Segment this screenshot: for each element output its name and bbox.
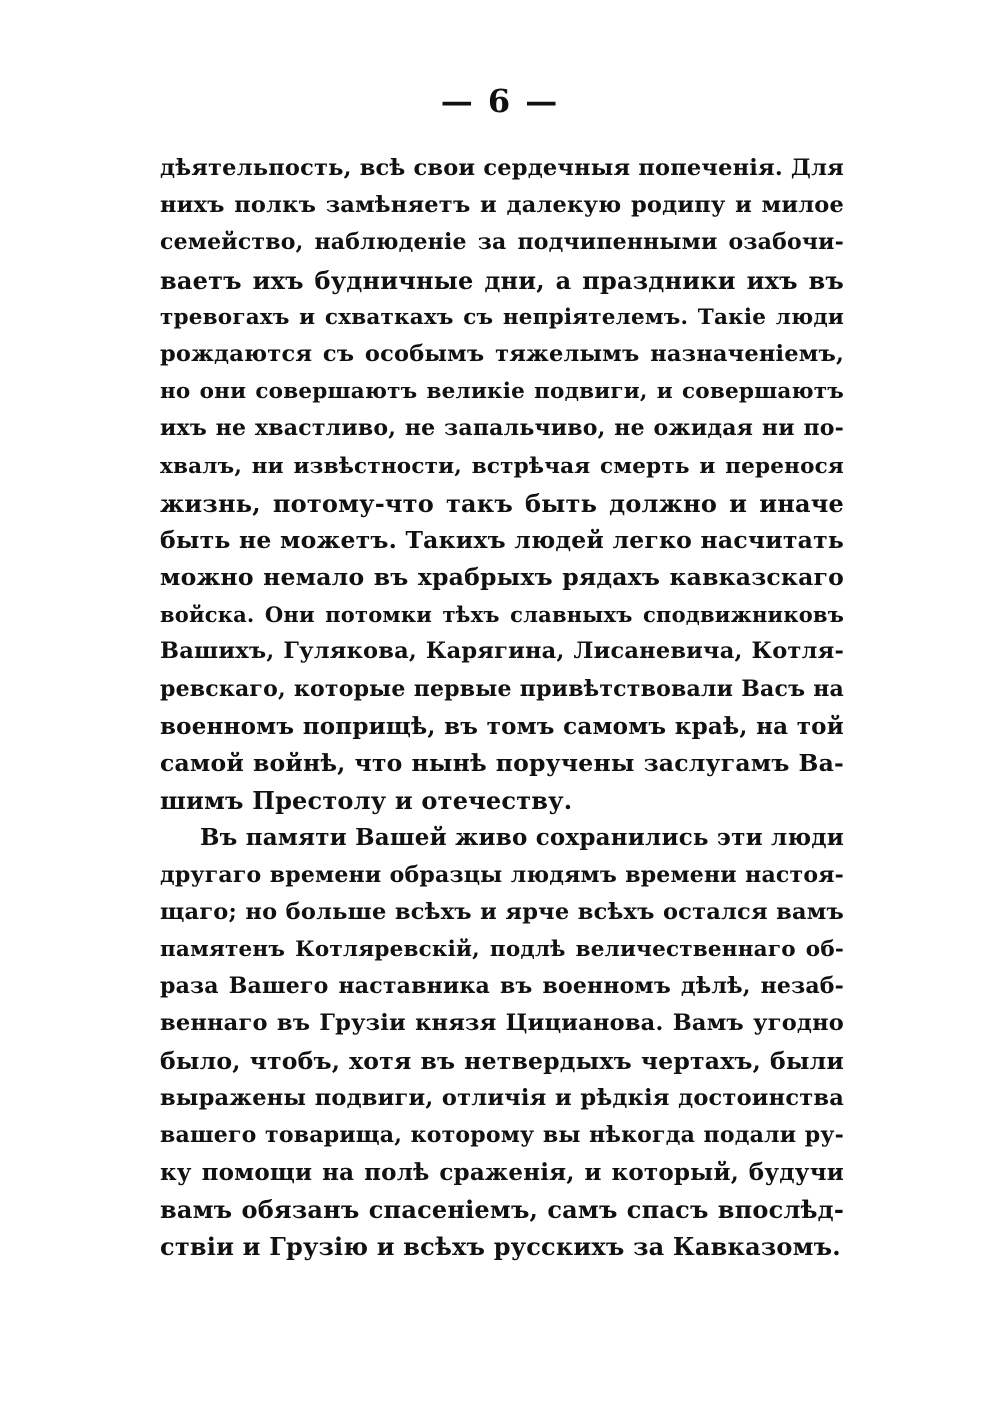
text-line: было, чтобъ, хотя въ нетвердыхъ чертахъ, были: [160, 1046, 844, 1075]
text-line: ваетъ ихъ будничные дни, а праздники ихъ въ: [160, 265, 844, 295]
paragraph-2: [160, 819, 844, 1265]
text-line: тревогахъ и схваткахъ съ непріятелемъ. Такіе люди: [160, 304, 844, 330]
text-line: щаго; но больше всѣхъ и ярче всѣхъ остался вамъ: [160, 898, 844, 925]
text-line: можно немало въ храбрыхъ рядахъ кавказскаго: [160, 563, 844, 592]
body-text: [160, 150, 844, 1266]
text-line: но они совершаютъ великіе подвиги, и совершаютъ: [160, 379, 844, 405]
text-line: самой войнѣ, что нынѣ поручены заслугамъ Ва-: [160, 749, 844, 777]
text-line: дѣятельпость, всѣ свои сердечныя попеченія. Для: [160, 155, 844, 181]
text-line: памятенъ Котляревскій, подлѣ величественнаго об-: [160, 936, 844, 962]
text-line: рождаются съ особымъ тяжелымъ назначеніемъ,: [160, 340, 844, 367]
text-line: вамъ обязанъ спасеніемъ, самъ спасъ впослѣд-: [160, 1195, 844, 1225]
text-line: быть не можетъ. Такихъ людей легко насчитать: [160, 525, 844, 554]
text-line: выражены подвиги, отличія и рѣдкія достоинства: [160, 1084, 844, 1111]
text-line: ку помощи на полѣ сраженія, и который, будучи: [160, 1159, 844, 1187]
text-line: войска. Они потомки тѣхъ славныхъ сподвижниковъ: [160, 602, 844, 628]
text-line: Вашихъ, Гулякова, Карягина, Лисаневича, Котля-: [160, 638, 844, 665]
text-line: жизнь, потому-что такъ быть должно и иначе: [160, 488, 844, 518]
paragraph-1: [160, 150, 844, 819]
text-line: Въ памяти Вашей живо сохранились эти люди: [200, 824, 845, 852]
text-line: ихъ не хвастливо, не запальчиво, не ожидая ни по-: [160, 415, 844, 442]
text-line: ствіи и Грузію и всѣхъ русскихъ за Кавказомъ.: [160, 1232, 841, 1262]
text-line: раза Вашего наставника въ военномъ дѣлѣ, незаб-: [160, 973, 844, 1000]
text-line: семейство, наблюденіе за подчипенными озабочи-: [160, 229, 844, 256]
page-number: — 6 —: [440, 82, 560, 120]
text-line: шимъ Престолу и отечеству.: [160, 786, 573, 816]
text-line: военномъ поприщѣ, въ томъ самомъ краѣ, на той: [160, 712, 844, 740]
text-line: веннаго въ Грузіи князя Цициaнова. Вамъ угодно: [160, 1010, 844, 1037]
text-line: ревскаго, которые первые привѣтствовали Васъ на: [160, 675, 844, 702]
text-line: вашего товарища, которому вы нѣкогда подали ру-: [160, 1121, 844, 1148]
text-line: другаго времени образцы людямъ времени настоя-: [160, 861, 844, 888]
text-line: нихъ полкъ замѣняетъ и далекую родипу и милое: [160, 192, 844, 219]
text-line: хвалъ, ни извѣстности, встрѣчая смерть и перенося: [160, 453, 844, 479]
